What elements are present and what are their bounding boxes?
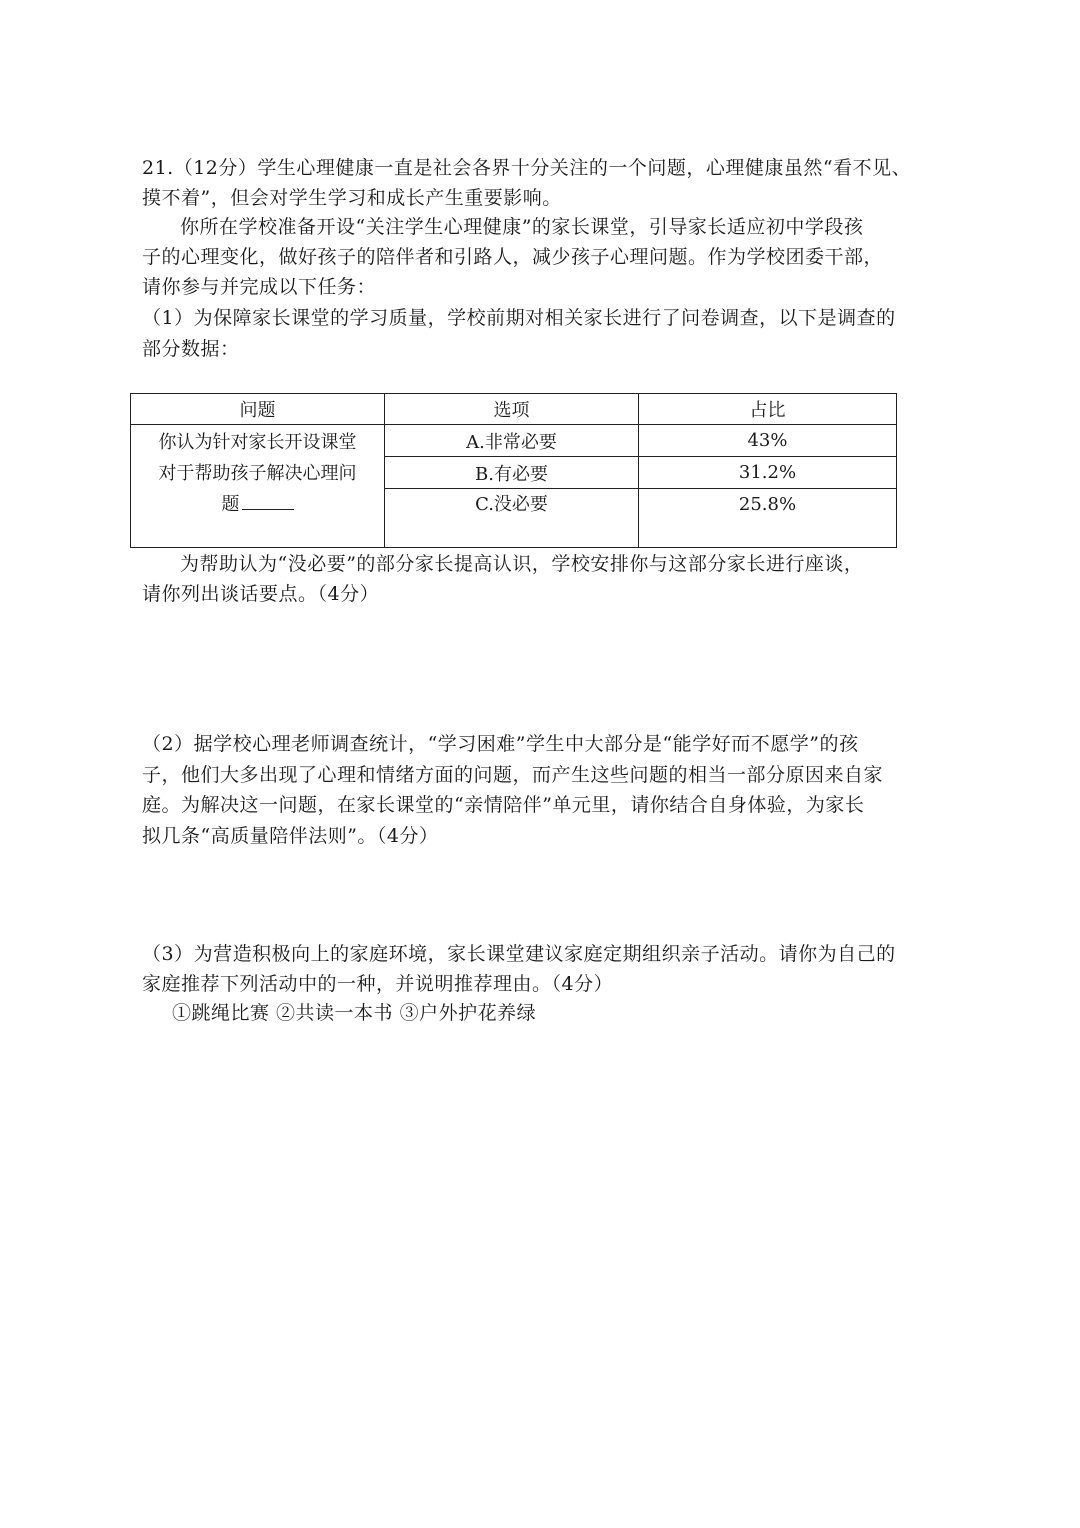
table-header-row [131, 394, 897, 425]
part3-line-2: 家庭推荐下列活动中的一种，并说明推荐理由。（4分） [142, 973, 614, 995]
part1-line-2: 部分数据： [142, 338, 240, 360]
part2-line-1: （2）据学校心理老师调查统计，“学习困难”学生中大部分是“能学好而不愿学”的孩 [142, 733, 859, 755]
header-percent: 占比 [639, 394, 897, 425]
survey-table [130, 393, 897, 548]
part1-followup-line-2: 请你列出谈话要点。（4分） [142, 583, 380, 605]
part1-line-1: （1）为保障家长课堂的学习质量，学校前期对相关家长进行了问卷调查，以下是调查的 [142, 307, 896, 329]
percent-c: 25.8% [639, 489, 897, 548]
table-row [131, 425, 897, 457]
part1-followup-line-1: 为帮助认为“没必要”的部分家长提高认识，学校安排你与这部分家长进行座谈， [180, 553, 864, 575]
survey-question-line-3-text: 题 [221, 494, 240, 515]
intro-line-2: 摸不着”，但会对学生学习和成长产生重要影响。 [142, 187, 562, 209]
answer-blank [242, 491, 294, 510]
percent-a: 43% [639, 425, 897, 457]
option-b: B.有必要 [385, 457, 639, 489]
intro-line-3: 你所在学校准备开设“关注学生心理健康”的家长课堂，引导家长适应初中学段孩 [180, 216, 864, 238]
header-option: 选项 [385, 394, 639, 425]
part2-line-2: 子，他们大多出现了心理和情绪方面的问题，而产生这些问题的相当一部分原因来自家 [142, 764, 884, 786]
part2-line-4: 拟几条“高质量陪伴法则”。（4分） [142, 825, 439, 847]
part3-activity-options: ①跳绳比赛 ②共读一本书 ③户外护花养绿 [172, 1002, 537, 1024]
option-a: A.非常必要 [385, 425, 639, 457]
part3-line-1: （3）为营造积极向上的家庭环境，家长课堂建议家庭定期组织亲子活动。请你为自己的 [142, 943, 896, 965]
option-c: C.没必要 [385, 489, 639, 548]
intro-line-1: 21.（12分）学生心理健康一直是社会各界十分关注的一个问题，心理健康虽然“看不见、 [142, 157, 912, 179]
survey-question-line-1: 你认为针对家长开设课堂 [158, 432, 357, 453]
intro-line-4: 子的心理变化，做好孩子的陪伴者和引路人，减少孩子心理问题。作为学校团委干部， [142, 246, 884, 268]
intro-line-5: 请你参与并完成以下任务： [142, 276, 377, 298]
percent-b: 31.2% [639, 457, 897, 489]
part2-line-3: 庭。为解决这一问题，在家长课堂的“亲情陪伴”单元里，请你结合自身体验，为家长 [142, 794, 865, 816]
survey-question-line-3 [131, 489, 384, 520]
header-question: 问题 [131, 394, 385, 425]
survey-question-line-2: 对于帮助孩子解决心理问 [158, 463, 357, 484]
survey-question-cell [131, 425, 385, 548]
